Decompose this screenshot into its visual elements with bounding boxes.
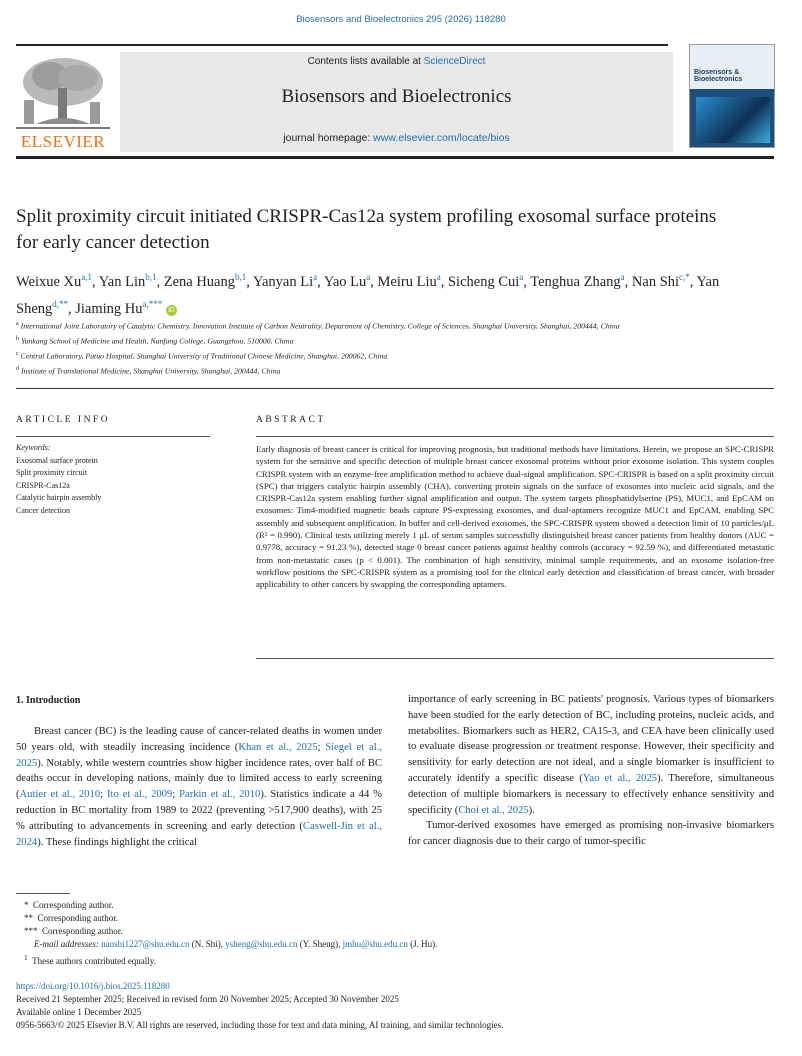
history-dates: Received 21 September 2025; Received in revised form 20 November 2025; Accepted 30 November 2025 (16, 994, 399, 1004)
journal-cover[interactable] (689, 44, 775, 148)
keyword: Split proximity circuit (16, 468, 88, 477)
email-footnote: E-mail addresses: nanshi1227@shu.edu.cn (N. Shi), ysheng@shu.edu.cn (Y. Sheng), jmhu@shu.edu.cn (J. Hu). (34, 939, 438, 949)
citation-link[interactable]: Ito et al., 2009 (106, 789, 173, 801)
cover-title: Biosensors & Bioelectronics (694, 69, 743, 83)
abstract-heading: ABSTRACT (256, 415, 326, 425)
affiliation: $^c$ Central Laboratory, Putuo Hospital, Shanghai University of Traditional Chinese Medicine, Shanghai, 200062, China (16, 351, 388, 361)
keywords-label: Keywords: (16, 443, 51, 452)
author[interactable]: Jiaming $Hu^{a,***}$ (75, 299, 163, 317)
publisher-wordmark: ELSEVIER (20, 132, 106, 151)
affiliation: $^d$ Institute of Translational Medicine, Shanghai University, Shanghai, 200444, China (16, 366, 281, 376)
author[interactable]: Yanyan Li$^a$ (252, 272, 318, 290)
citation-link[interactable]: Parkin et al., 2010 (179, 789, 261, 801)
author[interactable]: Yan Lin$^{b,1}$ (98, 272, 157, 290)
intro-paragraph: Tumor-derived exosomes have emerged as promising non-invasive biomarkers for cancer diagnosis due to their cargo of tumor-specific (408, 820, 774, 848)
homepage-line: journal homepage: www.elsevier.com/locate/bios (283, 132, 510, 144)
keyword: CRISPR-Cas12a (16, 480, 70, 490)
introduction-heading: 1. Introduction (16, 695, 81, 706)
footnote: *** Corresponding author. (24, 926, 123, 936)
author[interactable]: Yao Lu$^a$ (323, 272, 371, 290)
author[interactable]: Yan Sheng$^{d,**}$ (16, 274, 720, 317)
paper-title: Split proximity circuit initiated CRISPR-Cas12a system profiling exosomal surface proteins for early cancer detection (16, 206, 717, 253)
citation-link[interactable]: Khan et al., 2025 (238, 741, 318, 753)
section-rule (16, 388, 774, 389)
journal-title: Biosensors and Bioelectronics (281, 86, 512, 107)
article-info-heading: ARTICLE INFO (16, 415, 111, 425)
keywords-block (16, 442, 216, 517)
header-rule (16, 156, 774, 159)
footnote: ** Corresponding author. (24, 913, 118, 923)
orcid-icon[interactable]: iD (166, 305, 177, 316)
article-info-rule (16, 436, 210, 437)
author[interactable]: Meiru Liu$^a$ (377, 272, 441, 290)
cover-art (696, 97, 770, 143)
author[interactable]: Nan Shi$^{c,*}$ (631, 272, 690, 290)
top-rule (16, 44, 668, 46)
elsevier-tree-icon (16, 52, 110, 132)
affiliations (16, 318, 756, 378)
affiliation: $^b$ Yunkang School of Medicine and Health, Nanfang College, Guangzhou, 510000, China (16, 336, 294, 346)
abstract-bottom-rule (256, 658, 774, 659)
affiliation: $^a$ International Joint Laboratory of Catalytic Chemistry, Innovation Institute of Carbon Neutrality, Department of Chemistry, College of Sciences, Shanghai University, Shanghai, 200444, China (16, 321, 620, 331)
intro-right-column (408, 692, 774, 850)
citation-link[interactable]: Autier et al., 2010 (19, 789, 101, 801)
journal-masthead (120, 52, 673, 152)
footnote: $^1$ These authors contributed equally. (24, 953, 156, 966)
copyright: 0956-5663/© 2025 Elsevier B.V. All rights are reserved, including those for text and data mining, AI training, and similar technologies. (16, 1020, 504, 1030)
email-link[interactable]: ysheng@shu.edu.cn (225, 939, 298, 949)
intro-left-column: Breast cancer (BC) is the leading cause of cancer-related deaths in women under 50 years old, with steadily increasing incidence (Khan et al., 2025; Siegel et al., 2025). Notably, while western countries show higher incidence rates, over half of BC deaths occur in developing nations, mainly due to limited access to early screening (Autier et al., 2010; Ito et al., 2009; Parkin et al., 2010). Statistics indicate a 44 % reduction in BC mortality from 1989 to 2022 (preventing >517,900 deaths), with 25 % attributing to advancements in screening and early detection (Caswell-Jin et al., 2024). These findings highlight the critical (16, 726, 382, 848)
intro-paragraph: importance of early screening in BC patients' prognosis. Various types of biomarkers have been studied for the early detection of BC, including proteins, nucleic acids, and metabolites. Biomarkers such as HER2, CA15-3, and CEA have been clinically used to evaluate disease progression or treatment response. However, their specificity and sensitivity for early detection are not ideal, and a single biomarker is insufficient to accurately identify a specific disease (Yao et al., 2025). Therefore, simultaneous detection of multiple biomarkers is necessary to effectively enhance sensitivity and specificity (Choi et al., 2025). (408, 694, 774, 816)
footnote-rule (16, 893, 70, 894)
online-date: Available online 1 December 2025 (16, 1007, 142, 1017)
publication-info (16, 980, 756, 1032)
citation-link[interactable]: Siegel et al., 2025 (16, 741, 382, 769)
keyword: Cancer detection (16, 505, 70, 515)
footnote: * Corresponding author. (24, 900, 114, 910)
keyword: Exosomal surface protein (16, 455, 98, 465)
sciencedirect-link[interactable]: ScienceDirect (423, 56, 486, 67)
contents-line: Contents lists available at ScienceDirect (307, 56, 486, 67)
email-link[interactable]: nanshi1227@shu.edu.cn (101, 939, 190, 949)
author[interactable]: Sicheng Cui$^a$ (447, 272, 524, 290)
doi-link[interactable]: https://doi.org/10.1016/j.bios.2025.118280 (16, 981, 170, 991)
homepage-link[interactable]: www.elsevier.com/locate/bios (373, 132, 510, 144)
citation-link[interactable]: Yao et al., 2025 (582, 772, 658, 784)
author[interactable]: Weixue Xu$^{a,1}$ (16, 272, 93, 290)
author-list: Weixue Xu$^{a,1}$, Yan Lin$^{b,1}$, Zena Huang$^{b,1}$, Yanyan Li$^a$, Yao Lu$^a$, Meiru Liu$^a$, Sicheng Cui$^a$, Tenghua Zhang$^a$, Nan Shi$^{c,*}$, Yan Sheng$^{d,**}$, Jiaming $Hu^{a,***}$ iD (16, 272, 720, 317)
abstract-rule (256, 436, 774, 437)
journal-reference[interactable]: Biosensors and Bioelectronics 295 (2026) 118280 (296, 14, 506, 25)
email-link[interactable]: jmhu@shu.edu.cn (342, 939, 408, 949)
footnotes (24, 899, 764, 968)
citation-link[interactable]: Caswell-Jin et al., 2024 (16, 820, 382, 848)
author[interactable]: Tenghua Zhang$^a$ (530, 272, 625, 290)
abstract-text: Early diagnosis of breast cancer is critical for improving prognosis, but traditional methods have limitations. Herein, we propose an SPC-CRISPR system for the sensitive and specific detection of multiple breast cancer exosomal proteins without prior exosome isolation. This system couples CRISPR system with an enzyme-free amplification method to achieve dual-signal amplification. SPC-CRISPR is based on a split proximity circuit (SPC) that triggers catalytic hairpin assembly (CHA), converting protein signals on the surface of exosomes into nucleic acid signals, and the CRISPR-Cas12a system enabling further signal amplification and output. The system targets phosphatidylserine (PS), MUC1, and EpCAM on exosomes: Tim4-modified magnetic beads capture PS-expressing exosomes, and dual-aptamers recognize MUC1 and EpCAM, enabling SPC assembly and subsequent amplification. In buffer and cell-derived exosomes, the SPC-CRISPR system showed a detection limit of 10 particles/μL (R² = 0.990). Clinical tests utilizing merely 1 μL of serum samples successfully distinguished breast cancer patients from healthy donors (AUC = 0.9778, accuracy = 91.23 %), detected stage 0 breast cancer patients against healthy controls (accuracy = 92.59 %), and differentiated metastatic from non-metastatic cases (p < 0.001). The combination of high sensitivity, minimal sample requirements, and an exosome isolation-free workflow positions the SPC-CRISPR system as a promising tool for the clinical early detection and classification of breast cancer, with broader applicability to other cancers by swapping the corresponding aptamers. (256, 444, 774, 590)
elsevier-logo[interactable] (16, 52, 110, 152)
keyword: Catalytic hairpin assembly (16, 493, 102, 502)
author[interactable]: Zena Huang$^{b,1}$ (163, 272, 247, 290)
citation-link[interactable]: Choi et al., 2025 (458, 804, 529, 816)
